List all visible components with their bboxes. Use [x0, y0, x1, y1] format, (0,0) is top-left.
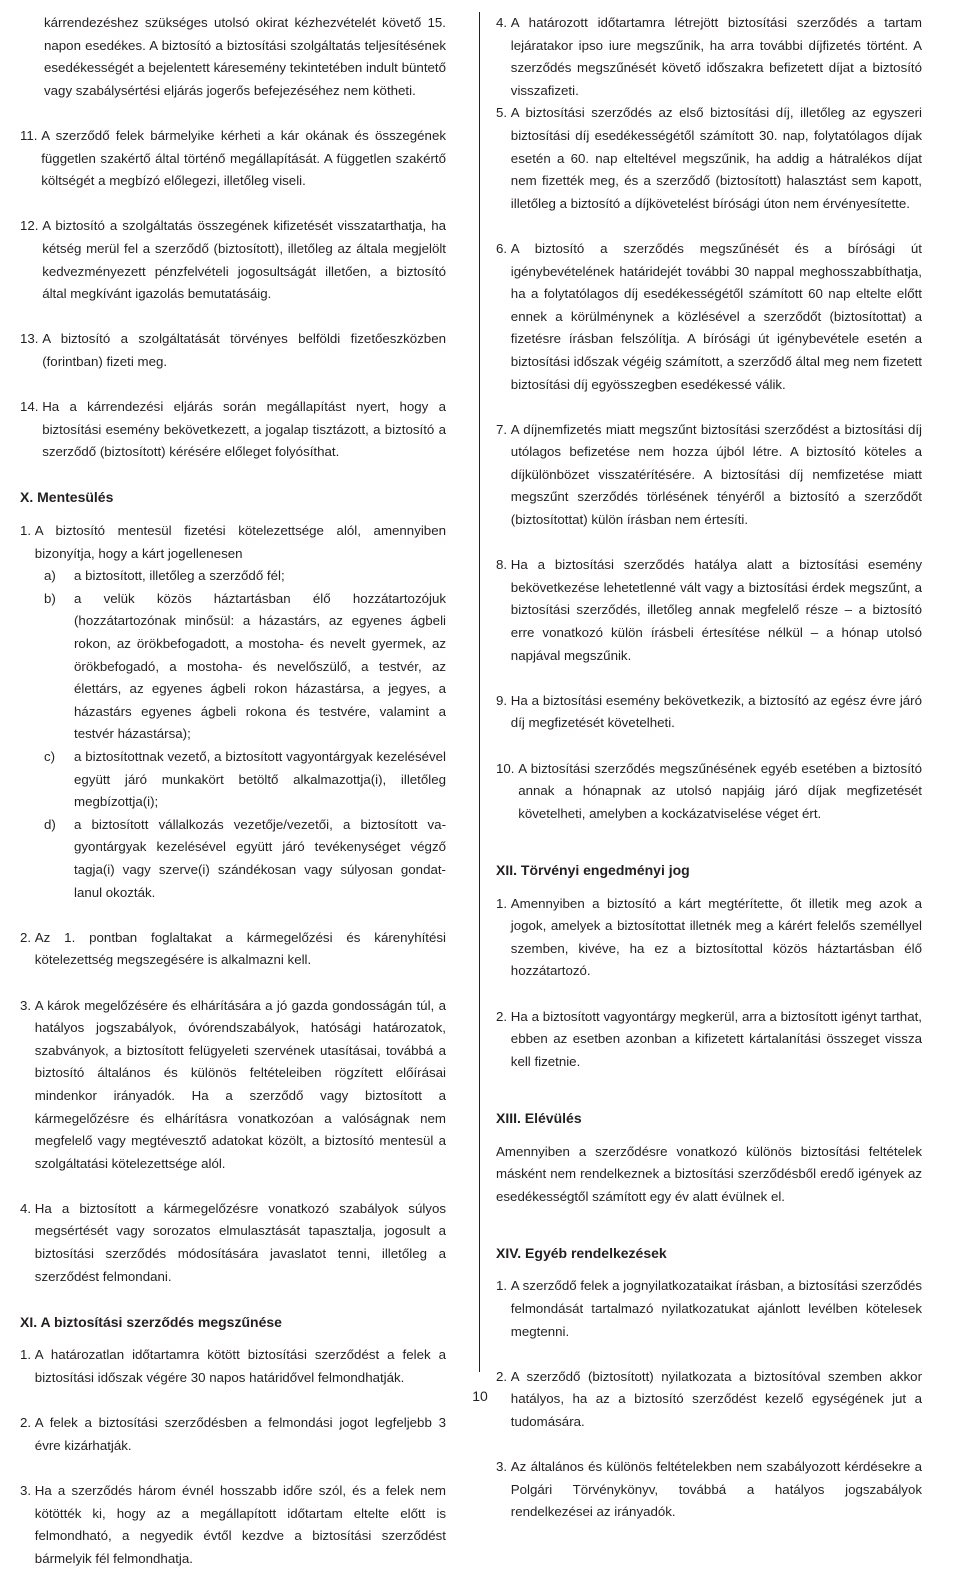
item-number: 3.: [20, 997, 35, 1013]
item-text: Ha a biztosított vagyontárgy megkerül, arra a biztosított igényt tarthat, ebben az esetben azonban a kifizetett kártalanítási összeget vissza kell fizetnie.: [510, 1008, 922, 1069]
section-heading: XIV. Egyéb rendelkezések: [496, 1244, 667, 1261]
sub-letter: c): [44, 749, 56, 764]
list-item: [20, 396, 446, 464]
item-text: A károk megelőzésére és elhárítására a jó gazda gondosságán túl, a hatályos jogszabályok, óvórendszabályok, hatósági határozatok, szabványok, a biztosított felügyeleti szervének utasításai, továbbá a biztosító általános és különös feltételeiben rögzített előírásai mindenkor irányadók. Ha a szerződő vagy biztosított a kármegelőzésre és elhárításra vonatkozóan a valóságnak nem megfelelő vagy megtévesztő adatokat közölt, a biztosító mentesül a szolgáltatási kötelezettsége alól.: [34, 997, 446, 1171]
item-text: A határozott időtartamra létrejött biztosítási szerződés a tartam lejáratakor ipso iure megszűnik, ha arra további díjfizetés történt. A szerződés megszűnését követő időszakra befizetett díjat a biztosító visszafizeti.: [510, 15, 922, 98]
section-heading: XIII. Elévülés: [496, 1109, 582, 1126]
list-item: [496, 12, 922, 102]
item-number: 1.: [20, 523, 35, 539]
item-text: A biztosítási szerződés az első biztosítási díj, illetőleg az egyszeri biztosítási díj esedékességétől számított 30. nap, folytatólagos díjak esetén a 60. nap elteltével megszűnik, ha addig a hátralékos díjat nem fizették meg, és a szerződő (biztosított) halasztást sem kapott, illetőleg a biztosító a díjkövetelést bírósági úton nem érvényesítette.: [510, 105, 922, 211]
list-item: [496, 690, 922, 735]
continued-paragraph: kárrendezéshez szükséges utolsó okirat kézhezvételét követő 15. napon esedékes. A biztosító a biztosítási szolgáltatás teljesítésének esedékességét a bejelentett káresemény tekintetében indult büntető vagy szabálysértési eljárás jogerős befejezéséhez nem kötheti.: [44, 15, 446, 98]
item-number: 9.: [496, 692, 511, 708]
item-text: Amennyiben a biztosító a kárt megtérítette, őt illetik meg azok a jogok, amelyek a biztosítottat illetnék meg a kárért felelős személlyel szemben, kivéve, ha ez a biztosítottal közös háztartásban élő hozzátartozó.: [510, 895, 922, 979]
list-item: [496, 1366, 922, 1434]
item-text: A szerződő (biztosított) nyilatkozata a biztosítóval szemben akkor hatályos, ha az a biztosító szerződést kezelő egységének jut a tudomására.: [510, 1368, 922, 1430]
item-text: A biztosítási szerződés megszűnésének egyéb esetében a biztosító annak a hónapnak az utolsó napjáig járó díjak megfizetését követelheti, amelyben a kockázatviselése véget ért.: [518, 760, 922, 821]
item-text: A biztosító a szerződés megszűnését és a bírósági út igénybevételének határidejét további 30 nappal meghosszabbíthatja, ha a folytatólagos díj esedékességétől számított 60 nap eltelte előtt ennek a körülménynek a közlésével a szerződőt (biztosítottat) a fizetésre írásban felszólítja. A bírósági út igénybevétele esetén a biztosítási időszak végéig számított, a szerződő által meg nem fizetett biztosítási díj egyösszegben esedékessé válik.: [510, 240, 922, 392]
sub-text: a biztosított vállalkozás vezetője/vezetői, a biztosított va-gyontárgyak kezelésével együtt járó tevékenységet végző tagja(i) vagy szerve(i) szándékosan vagy súlyosan gondat-lanul okozták.: [74, 816, 446, 900]
section-heading: X. Mentesülés: [20, 489, 114, 506]
list-item: [20, 125, 446, 193]
list-item: [496, 102, 922, 215]
item-number: 14.: [20, 399, 43, 415]
item-number: 1.: [496, 895, 511, 911]
sub-letter: a): [44, 568, 56, 584]
list-item: [496, 238, 922, 396]
item-text: Az általános és különös feltételekben nem szabályozott kérdésekre a Polgári Törvénykönyv, továbbá a hatályos jogszabályok rendelkezései az irányadók.: [510, 1459, 922, 1520]
item-text: Ha a biztosított a kármegelőzésre vonatkozó szabályok súlyos megsértését vagy sorozatos elmulasztását tapasztalja, jogosult a biztosítási szerződés módosítására javaslatot tenni, illetőleg a szerződést felmondani.: [34, 1200, 446, 1284]
item-number: 1.: [20, 1347, 35, 1363]
list-item: [496, 893, 922, 983]
list-item: [20, 328, 446, 373]
list-item: [496, 1006, 922, 1074]
item-text: A díjnemfizetés miatt megszűnt biztosítási szerződést a biztosítási díj utólagos befizetése nem hozza újból létre. A biztosító köteles a díjkülönbözet visszatérítésére. A biztosítási díj nemfizetése miatt megszűnt szerződés törlésének tényéről a biztosító a szerződőt (biztosítottat) külön írásban nem értesíti.: [510, 421, 922, 528]
sub-item: [20, 565, 446, 588]
item-text: Ha a biztosítási esemény bekövetkezik, a biztosító az egész évre járó díj megfizetését követelheti.: [510, 692, 922, 731]
item-number: 2.: [496, 1368, 511, 1384]
sub-text: a velük közös háztartásban élő hozzátartozójuk (hozzátartozónak minősül: a házastárs, az egyenes ágbeli rokon, az örökbefogadott, a mostoha- és nevelt gyermek, az örökbefogadó, a mostoha- és nevelőszülő, a testvér, az élettárs, az egyenes ágbeli rokon házastársa, a jegyes, a házastárs egyenes ágbeli rokona és testvére, valamint a testvér házastársa);: [74, 590, 446, 742]
item-number: 11.: [20, 127, 42, 143]
item-number: 1.: [496, 1278, 511, 1294]
item-number: 2.: [20, 929, 35, 945]
list-item: [20, 1344, 446, 1389]
left-column: [20, 12, 446, 1570]
item-number: 2.: [496, 1008, 511, 1024]
item-text: Az 1. pontban foglaltakat a kármegelőzési és kárenyhítési kötelezettség megszegésére is alkalmazni kell.: [34, 929, 446, 968]
item-text: Ha a szerződés három évnél hosszabb időre szól, és a felek nem kötötték ki, hogy az a megállapított időtartam eltelte előtt is felmondható, a negyedik évtől kezdve a biztosítási szerződést bármelyik fél felmondhatja.: [34, 1483, 446, 1566]
item-text: A biztosító mentesül fizetési kötelezettsége alól, amennyiben bizonyítja, hogy a kárt jogellenesen: [34, 523, 446, 561]
section-heading: XII. Törvényi engedményi jog: [496, 861, 690, 878]
item-text: A felek a biztosítási szerződésben a felmondási jogot legfeljebb 3 évre kizárhatják.: [34, 1415, 446, 1453]
item-number: 10.: [496, 760, 519, 776]
sub-text: a biztosított, illetőleg a szerződő fél;: [74, 568, 285, 584]
item-text: Ha a biztosítási szerződés hatálya alatt a biztosítási esemény bekövetkezése lehetetlenné vált vagy a biztosítási érdek megszűnt, a biztosítási szerződés, illetőleg annak megfelelő része – a biztosító erre vonatkozó külön írásbeli értesítése nélkül – a hónap utolsó napjával megszűnik.: [510, 557, 922, 663]
list-item: [20, 1198, 446, 1288]
section-heading: XI. A biztosítási szerződés megszűnése: [20, 1313, 282, 1330]
item-number: 12.: [20, 218, 43, 234]
item-text: A biztosító a szolgáltatását törvényes belföldi fizetőeszközben (forintban) fizeti meg.: [42, 331, 446, 369]
item-number: 4.: [496, 15, 511, 30]
right-column: [496, 12, 922, 1524]
item-text: A szerződő felek bármelyike kérheti a kár okának és összegének független szakértő által történő megállapítását. A független szakértő költségét a megbízó előlegezi, illetőleg viseli.: [41, 127, 446, 189]
list-item: [496, 758, 922, 826]
sub-item: [20, 588, 446, 746]
item-number: 8.: [496, 557, 511, 573]
list-item: [496, 1275, 922, 1343]
list-item: [20, 995, 446, 1176]
page-number: 10: [472, 1388, 488, 1404]
item-text: A határozatlan időtartamra kötött biztosítási szerződést a felek a biztosítási időszak végére 30 napos határidővel felmondhatják.: [34, 1347, 446, 1386]
sub-item: [20, 814, 446, 904]
list-item: [20, 520, 446, 565]
item-number: 13.: [20, 331, 43, 347]
sub-letter: b): [44, 590, 56, 606]
item-number: 4.: [20, 1200, 35, 1216]
list-item: [20, 215, 446, 305]
sub-letter: d): [44, 816, 56, 832]
list-item: [20, 1412, 446, 1457]
list-item: [496, 419, 922, 532]
list-item: [496, 1456, 922, 1524]
list-item: [496, 554, 922, 667]
item-number: 5.: [496, 105, 511, 121]
column-divider: [479, 12, 480, 1372]
item-number: 3.: [496, 1459, 511, 1475]
list-item: [20, 1480, 446, 1570]
item-number: 3.: [20, 1483, 35, 1498]
item-number: 6.: [496, 240, 511, 256]
item-text: Ha a kárrendezési eljárás során megállapítást nyert, hogy a biztosítási esemény bekövetkezett, a jogalap tisztázott, a biztosító a szerződő (biztosított) kérésére előleget folyósíthat.: [42, 399, 446, 460]
item-text: A biztosító a szolgáltatás összegének kifizetését visszatarthatja, ha kétség merül fel a szerződő (biztosított), illetőleg az általa megjelölt kedvezményezett pénzfelvételi jogosultságát illetően, a biztosító által megkívánt igazolás bemutatásáig.: [42, 218, 446, 302]
sub-item: [20, 746, 446, 814]
item-text: A szerződő felek a jognyilatkozataikat írásban, a biztosítási szerződés felmondását tartalmazó nyilatkozatukat ajánlott levélben kötelesek megtenni.: [510, 1278, 922, 1339]
list-item: [20, 927, 446, 972]
item-number: 2.: [20, 1415, 35, 1431]
sub-text: a biztosítottnak vezető, a biztosított vagyontárgyak kezelésével együtt járó munkakört betöltő alkalmazottja(i), illetőleg megbízottja(i);: [74, 749, 446, 810]
section-paragraph: Amennyiben a szerződésre vonatkozó különös biztosítási feltételek másként nem rendelkeznek a biztosítási szerződésből eredő igények az esedékességtől számított egy év alatt évülnek el.: [496, 1143, 922, 1204]
item-number: 7.: [496, 421, 511, 437]
